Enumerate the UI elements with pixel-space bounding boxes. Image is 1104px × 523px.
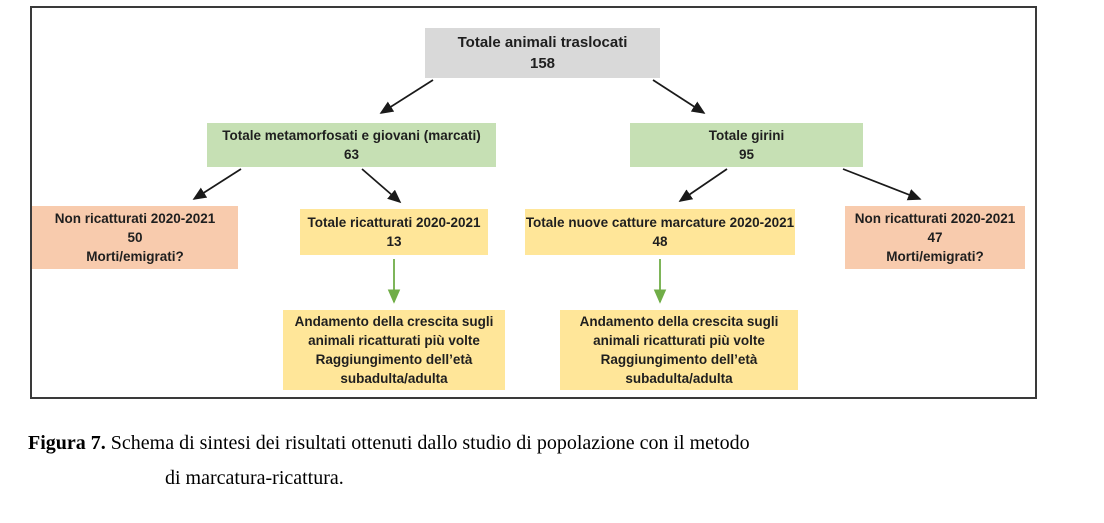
node-value: 13	[386, 234, 402, 249]
node-text-line: animali ricatturati più volte	[308, 333, 480, 348]
node-non-ricatturati-sinistra	[32, 206, 238, 269]
node-value: 158	[529, 55, 556, 72]
node-totale-metamorfosati	[207, 123, 496, 167]
node-text-line: Andamento della crescita sugli	[579, 314, 779, 329]
node-label: Totale nuove catture marcature 2020-2021	[525, 215, 795, 230]
node-label: Non ricatturati 2020-2021	[54, 211, 216, 226]
node-totale-animali-traslocati	[425, 28, 660, 78]
node-label: Totale girini	[708, 128, 785, 143]
node-totale-girini	[630, 123, 863, 167]
node-text-line: animali ricatturati più volte	[593, 333, 765, 348]
node-value: 95	[738, 147, 755, 162]
node-label: Totale animali traslocati	[457, 34, 628, 51]
node-value: 47	[927, 230, 943, 245]
node-totale-ricatturati	[300, 209, 488, 255]
node-andamento-crescita-sinistra	[283, 310, 505, 390]
node-text-line: Raggiungimento dell’età	[600, 352, 758, 367]
node-totale-nuove-catture	[525, 209, 795, 255]
figure-caption	[28, 430, 968, 491]
node-non-ricatturati-destra	[845, 206, 1025, 269]
node-value: 48	[652, 234, 668, 249]
node-text-line: subadulta/adulta	[625, 371, 733, 386]
node-text-line: Andamento della crescita sugli	[294, 314, 494, 329]
node-value: 63	[343, 147, 360, 162]
node-label: Totale metamorfosati e giovani (marcati)	[222, 128, 481, 143]
node-label: Non ricatturati 2020-2021	[854, 211, 1016, 226]
node-label: Totale ricatturati 2020-2021	[307, 215, 481, 230]
node-text-line: subadulta/adulta	[340, 371, 448, 386]
caption-line2: di marcatura-ricattura.	[165, 467, 344, 489]
node-text-line: Raggiungimento dell’età	[315, 352, 473, 367]
node-andamento-crescita-destra	[560, 310, 798, 390]
caption-line1	[28, 430, 968, 456]
node-value: 50	[127, 230, 143, 245]
caption-figure-label: Figura 7.	[28, 432, 106, 454]
node-note: Morti/emigrati?	[86, 249, 184, 264]
caption-text: Schema di sintesi dei risultati ottenuti dallo studio di popolazione con il metodo	[110, 432, 750, 454]
node-note: Morti/emigrati?	[886, 249, 984, 264]
